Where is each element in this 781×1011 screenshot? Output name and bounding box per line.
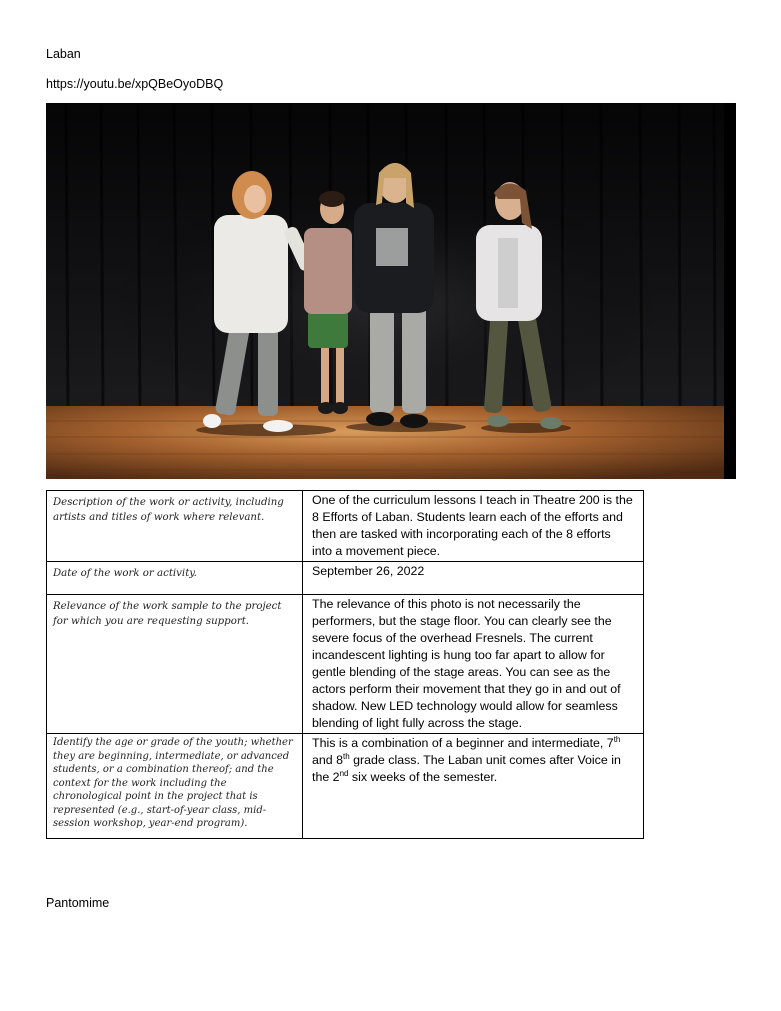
label-description: Description of the work or activity, including artists and titles of work where relevant. [47,491,303,562]
value-date: September 26, 2022 [303,562,644,595]
label-age-grade: Identify the age or grade of the youth; whether they are beginning, intermediate, or advanced students, or a combination thereof; and the context for the work including the chronological point in the project that is represented (e.g., start-of-year class, mid-session workshop, year-end program). [47,734,303,839]
work-sample-table [46,490,644,839]
heading-pantomime: Pantomime [46,896,110,910]
value-relevance: The relevance of this photo is not necessarily the performers, but the stage floor. You can clearly see the severe focus of the overhead Fresnels. The current incandescent lighting is hung too far apart to allow for gentle blending of the stage areas. You can see as the actors perform their movement that they go in and out of shadow. New LED technology would allow for seamless blending of light fully across the stage. [303,595,644,734]
value-age-grade: This is a combination of a beginner and intermediate, 7th and 8th grade class. The Laban unit comes after Voice in the 2nd six weeks of the semester. [303,734,644,839]
value-description: One of the curriculum lessons I teach in Theatre 200 is the 8 Efforts of Laban. Students learn each of the efforts and then are tasked with incorporating each of the 8 efforts into a movement piece. [303,491,644,562]
label-relevance: Relevance of the work sample to the project for which you are requesting support. [47,595,303,734]
label-date: Date of the work or activity. [47,562,303,595]
table-row [47,595,644,734]
table-row [47,734,644,839]
table-row [47,491,644,562]
stage-photo [46,103,736,479]
video-link[interactable]: https://youtu.be/xpQBeOyoDBQ [46,77,224,91]
heading-laban: Laban [46,47,81,61]
table-row [47,562,644,595]
